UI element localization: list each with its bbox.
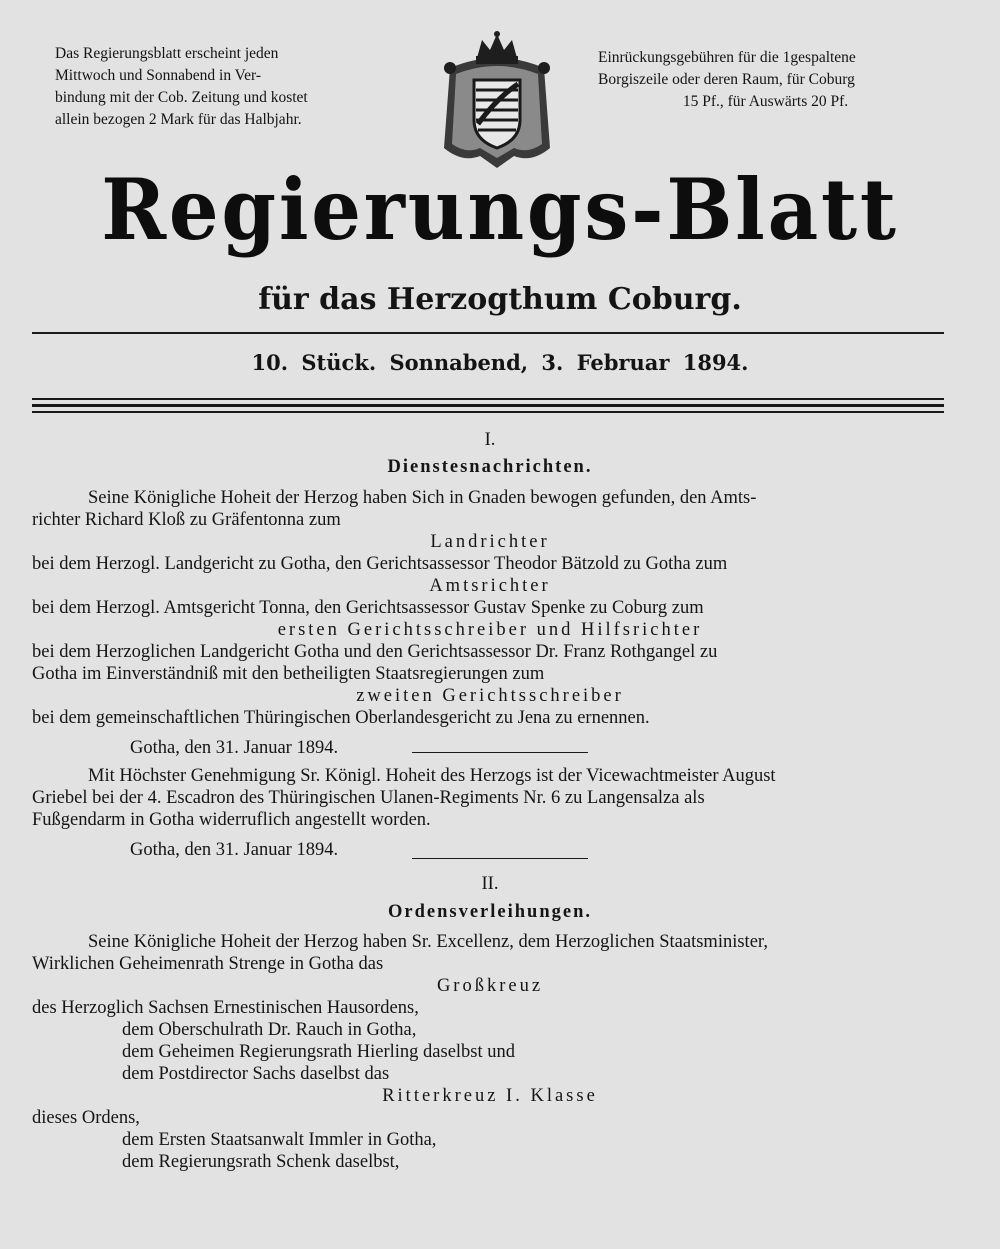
section-numeral: I. [484,430,496,450]
issue-line: 10. Stück. Sonnabend, 3. Februar 1894. [251,350,749,375]
section-heading: Ordensverleihungen. [388,902,592,922]
section-numeral: II. [481,874,499,894]
dateline: Gotha, den 31. Januar 1894. [130,840,339,860]
appointment-title: Landrichter [430,532,550,552]
text-line: des Herzoglich Sachsen Ernestinischen Hausordens, [32,998,419,1018]
appointment-title: ersten Gerichtsschreiber und Hilfsrichter [277,620,703,640]
page-subtitle: für das Herzogthum Coburg. [258,282,742,317]
order-title: Großkreuz [436,976,544,996]
text-line: richter Richard Kloß zu Gräfentonna zum [32,510,341,530]
divider [412,752,588,753]
dateline: Gotha, den 31. Januar 1894. [130,738,339,758]
notice-line: Das Regierungsblatt erscheint jeden [55,45,279,62]
text-line: dem Postdirector Sachs daselbst das [122,1064,390,1084]
notice-line: 15 Pf., für Auswärts 20 Pf. [682,93,849,110]
order-title: Ritterkreuz I. Klasse [382,1086,598,1106]
text-line: Wirklichen Geheimenrath Strenge in Gotha das [32,954,384,974]
coat-of-arms-icon [432,28,562,178]
text-line: dem Oberschulrath Dr. Rauch in Gotha, [122,1020,417,1040]
notice-line: Einrückungsgebühren für die 1gespaltene [598,49,856,66]
text-line: dieses Ordens, [32,1108,140,1128]
notice-line: allein bezogen 2 Mark für das Halbjahr. [55,111,302,128]
divider [32,404,944,407]
text-line: bei dem gemeinschaftlichen Thüringischen Oberlandesgericht zu Jena zu ernennen. [32,708,650,728]
divider [32,332,944,334]
text-line: bei dem Herzoglichen Landgericht Gotha und den Gerichtsassessor Dr. Franz Rothgangel zu [32,642,718,662]
notice-line: Mittwoch und Sonnabend in Ver- [55,67,262,84]
subscription-notice [55,43,410,131]
text-line: Mit Höchster Genehmigung Sr. Königl. Hoheit des Herzogs ist der Vicewachtmeister August [88,766,776,786]
fees-notice [598,47,933,113]
text-line: Griebel bei der 4. Escadron des Thüringischen Ulanen-Regiments Nr. 6 zu Langensalza als [32,788,705,808]
appointment-title: Amtsrichter [429,576,551,596]
divider [32,411,944,413]
text-line: dem Ersten Staatsanwalt Immler in Gotha, [122,1130,437,1150]
notice-line: bindung mit der Cob. Zeitung und kostet [55,89,308,106]
divider [32,398,944,400]
notice-line: Borgiszeile oder deren Raum, für Coburg [598,71,855,88]
text-line: Seine Königliche Hoheit der Herzog haben Sich in Gnaden bewogen gefunden, den Amts- [88,488,757,508]
text-line: Seine Königliche Hoheit der Herzog haben Sr. Excellenz, dem Herzoglichen Staatsminister, [88,932,768,952]
text-line: dem Regierungsrath Schenk daselbst, [122,1152,400,1172]
text-line: bei dem Herzogl. Landgericht zu Gotha, den Gerichtsassessor Theodor Bätzold zu Gotha zum [32,554,728,574]
page-title: Regierungs-Blatt [101,160,899,259]
appointment-title: zweiten Gerichtsschreiber [356,686,624,706]
text-line: Gotha im Einverständniß mit den betheiligten Staatsregierungen zum [32,664,545,684]
text-line: bei dem Herzogl. Amtsgericht Tonna, den Gerichtsassessor Gustav Spenke zu Coburg zum [32,598,704,618]
section-heading: Dienstesnachrichten. [387,457,593,477]
text-line: dem Geheimen Regierungsrath Hierling daselbst und [122,1042,516,1062]
divider [412,858,588,859]
text-line: Fußgendarm in Gotha widerruflich angestellt worden. [32,810,431,830]
